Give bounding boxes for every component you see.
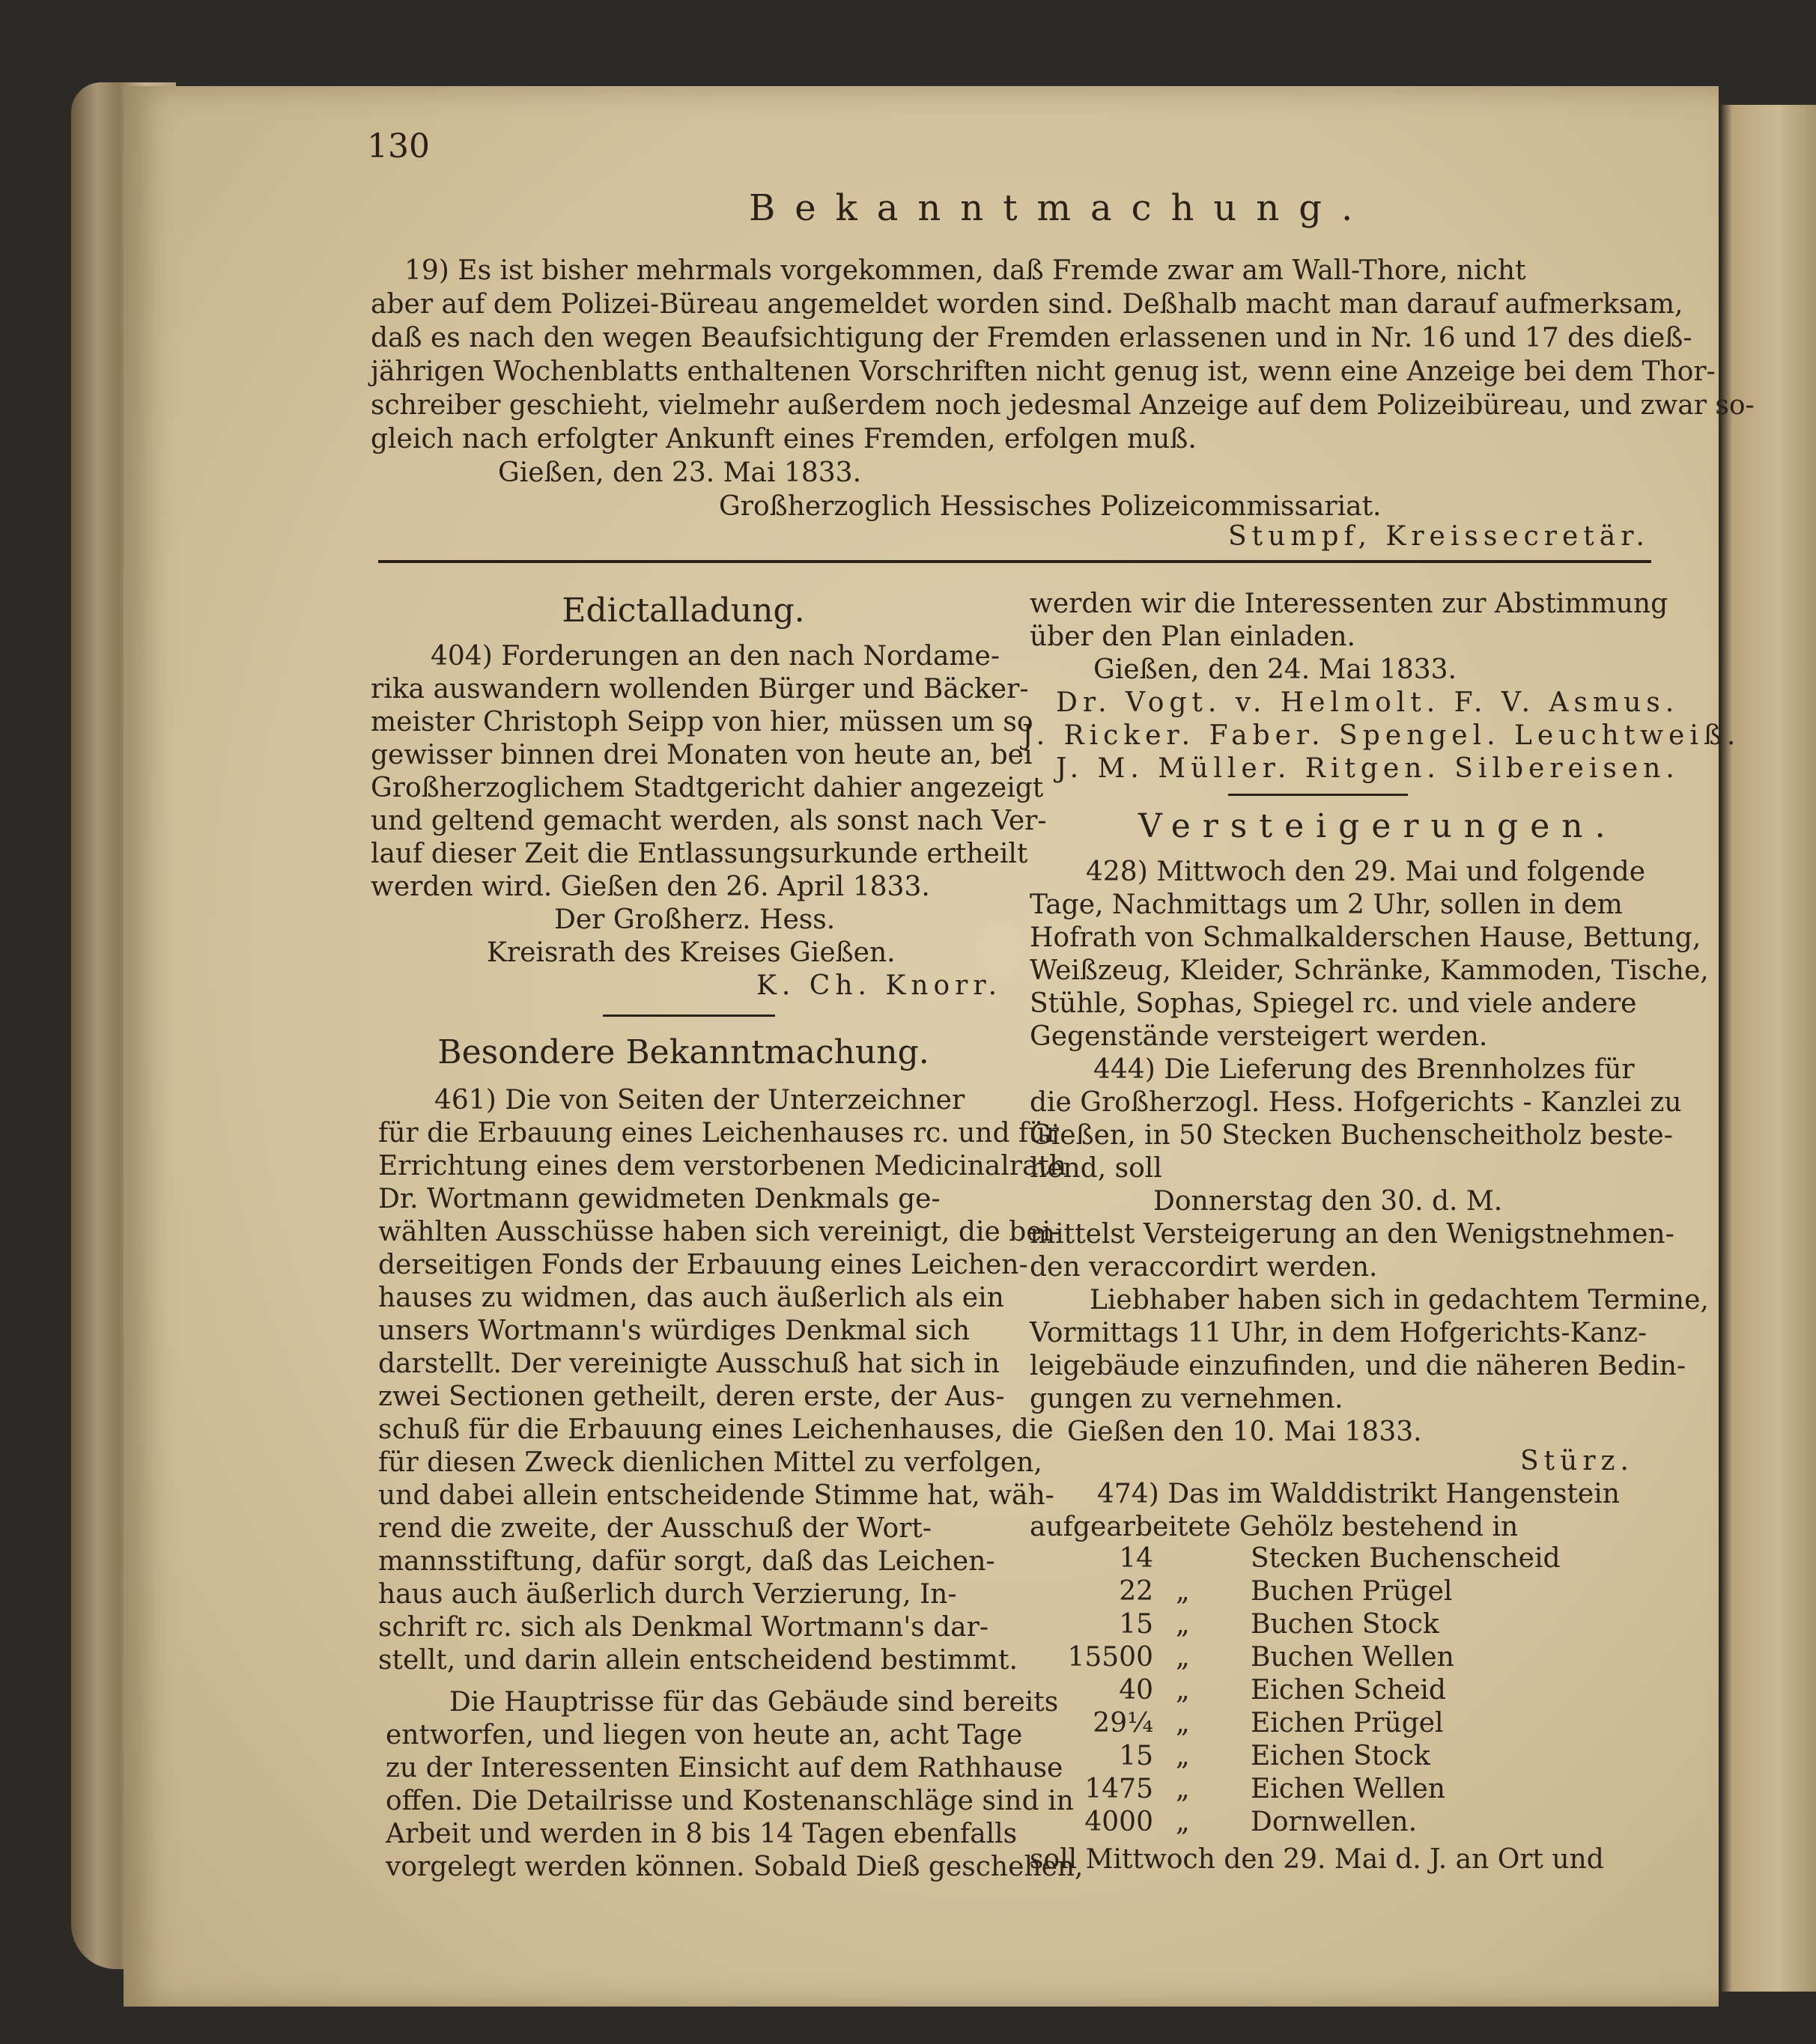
- column-divider: [603, 1015, 775, 1017]
- special-line: stellt, und darin allein entscheidend bestimmt.: [378, 1645, 1018, 1676]
- ledger-qty: 22: [1119, 1576, 1153, 1607]
- ledger-mark: „: [1176, 1675, 1190, 1706]
- special-line: vorgelegt werden können. Sobald Dieß geschehen,: [386, 1852, 1084, 1882]
- right-names: Dr. Vogt. v. Helmolt. F. V. Asmus.: [1056, 687, 1680, 718]
- ledger-qty: 15: [1119, 1609, 1153, 1640]
- edictal-line: Großherzoglichem Stadtgericht dahier angezeigt: [371, 773, 1044, 803]
- special-line: Arbeit und werden in 8 bis 14 Tagen ebenfalls: [386, 1819, 1018, 1849]
- ledger-item: Buchen Stock: [1251, 1609, 1439, 1640]
- announcement-date: Gießen, den 23. Mai 1833.: [498, 457, 862, 488]
- ledger-qty: 1475: [1084, 1774, 1153, 1804]
- auction-date: Gießen den 10. Mai 1833.: [1067, 1417, 1422, 1447]
- ledger-qty: 4000: [1084, 1807, 1153, 1837]
- right-line: werden wir die Interessenten zur Abstimmung: [1030, 588, 1668, 619]
- ledger-qty: 15: [1119, 1741, 1153, 1771]
- special-line: Errichtung eines dem verstorbenen Medicinalrath: [378, 1151, 1067, 1181]
- ledger-row: [1026, 1542, 1655, 1575]
- auction-line: Liebhaber haben sich in gedachtem Termine,: [1090, 1285, 1709, 1315]
- wood-ledger: [1026, 1542, 1655, 1839]
- special-line: schrift rc. sich als Denkmal Wortmann's dar-: [378, 1612, 989, 1643]
- edictal-line: 404) Forderungen an den nach Nordame-: [431, 641, 1000, 672]
- special-line: schuß für die Erbauung eines Leichenhauses, die: [378, 1414, 1054, 1445]
- ledger-mark: „: [1176, 1609, 1190, 1640]
- auction-line: gungen zu vernehmen.: [1030, 1384, 1343, 1414]
- special-line: entworfen, und liegen von heute an, acht Tage: [386, 1720, 1023, 1751]
- page-number: 130: [367, 127, 430, 165]
- special-line: derseitigen Fonds der Erbauung eines Leichen-: [378, 1250, 1028, 1280]
- ledger-item: Eichen Scheid: [1251, 1675, 1446, 1706]
- auction-line: soll Mittwoch den 29. Mai d. J. an Ort und: [1030, 1844, 1604, 1875]
- edictal-line: meister Christoph Seipp von hier, müssen um so: [371, 707, 1033, 737]
- ledger-qty: 40: [1119, 1675, 1153, 1706]
- announcement-line: aber auf dem Polizei-Büreau angemeldet worden sind. Deßhalb macht man darauf aufmerksam,: [371, 289, 1683, 320]
- special-line: 461) Die von Seiten der Unterzeichner: [434, 1085, 965, 1116]
- edictal-line: lauf dieser Zeit die Entlassungsurkunde ertheilt: [371, 839, 1028, 869]
- ledger-row: [1026, 1608, 1655, 1641]
- ledger-mark: „: [1176, 1576, 1190, 1607]
- auction-line: 444) Die Lieferung des Brennholzes für: [1093, 1054, 1635, 1085]
- ledger-item: Buchen Prügel: [1251, 1576, 1453, 1607]
- edictal-line: werden wird. Gießen den 26. April 1833.: [371, 872, 930, 902]
- announcement-line: gleich nach erfolgter Ankunft eines Fremden, erfolgen muß.: [371, 424, 1197, 454]
- ledger-mark: „: [1176, 1807, 1190, 1837]
- ledger-row: [1026, 1773, 1655, 1806]
- ledger-qty: 29¼: [1093, 1708, 1153, 1739]
- special-line: mannsstiftung, dafür sorgt, daß das Leichen-: [378, 1546, 995, 1577]
- announcement-line: jährigen Wochenblatts enthaltenen Vorschriften nicht genug ist, wenn eine Anzeige bei dem Thor-: [371, 356, 1716, 387]
- ledger-row: [1026, 1674, 1655, 1707]
- auction-line: Tage, Nachmittags um 2 Uhr, sollen in dem: [1030, 889, 1623, 920]
- right-line: über den Plan einladen.: [1030, 621, 1355, 652]
- special-line: darstellt. Der vereinigte Ausschuß hat sich in: [378, 1348, 1000, 1379]
- special-heading: Besondere Bekanntmachung.: [437, 1033, 929, 1071]
- announcement-line: 19) Es ist bisher mehrmals vorgekommen, daß Fremde zwar am Wall-Thore, nicht: [404, 255, 1526, 286]
- ledger-item: Stecken Buchenscheid: [1251, 1543, 1561, 1574]
- facing-page-edge: [1721, 105, 1816, 1992]
- edictal-heading: Edictalladung.: [562, 591, 805, 630]
- right-names: J. Ricker. Faber. Spengel. Leuchtweiß.: [1022, 720, 1741, 751]
- ledger-mark: „: [1176, 1741, 1190, 1771]
- announcement-signature: Stumpf, Kreissecretär.: [1228, 521, 1650, 552]
- ledger-mark: „: [1176, 1708, 1190, 1739]
- announcement-heading: Bekanntmachung.: [749, 187, 1373, 229]
- special-line: rend die zweite, der Ausschuß der Wort-: [378, 1513, 932, 1544]
- ledger-item: Eichen Prügel: [1251, 1708, 1444, 1739]
- auction-signature: Stürz.: [1520, 1446, 1634, 1476]
- auction-line: Gegenstände versteigert werden.: [1030, 1021, 1488, 1052]
- right-date: Gießen, den 24. Mai 1833.: [1093, 654, 1457, 685]
- ledger-row: [1026, 1707, 1655, 1740]
- auction-line: Hofrath von Schmalkalderschen Hause, Bettung,: [1030, 922, 1701, 953]
- auction-line: 428) Mittwoch den 29. Mai und folgende: [1086, 857, 1645, 887]
- section-divider: [378, 560, 1651, 563]
- auction-date-line: Donnerstag den 30. d. M.: [1153, 1186, 1503, 1217]
- special-line: zwei Sectionen getheilt, deren erste, der Aus-: [378, 1381, 1005, 1412]
- special-line: Dr. Wortmann gewidmeten Denkmals ge-: [378, 1184, 941, 1214]
- edictal-line: rika auswandern wollenden Bürger und Bäcker-: [371, 674, 1029, 705]
- auction-line: den veraccordirt werden.: [1030, 1252, 1378, 1283]
- ledger-qty: 15500: [1067, 1642, 1153, 1673]
- edictal-line: und geltend gemacht werden, als sonst nach Ver-: [371, 806, 1047, 836]
- auction-line: Stühle, Sophas, Spiegel rc. und viele andere: [1030, 988, 1637, 1019]
- edictal-signature: Der Großherz. Hess.: [554, 904, 836, 935]
- ledger-mark: „: [1176, 1642, 1190, 1673]
- ledger-item: Buchen Wellen: [1251, 1642, 1454, 1673]
- edictal-signature: Kreisrath des Kreises Gießen.: [487, 937, 896, 968]
- auction-line: Vormittags 11 Uhr, in dem Hofgerichts-Kanz-: [1030, 1318, 1648, 1348]
- auction-line: die Großherzogl. Hess. Hofgerichts - Kanzlei zu: [1030, 1087, 1682, 1118]
- special-line: unsers Wortmann's würdiges Denkmal sich: [378, 1315, 971, 1346]
- special-line: und dabei allein entscheidende Stimme hat, wäh-: [378, 1480, 1054, 1511]
- auction-line: leigebäude einzufinden, und die näheren Bedin-: [1030, 1351, 1686, 1381]
- ledger-row: [1026, 1806, 1655, 1839]
- ledger-row: [1026, 1641, 1655, 1674]
- right-names: J. M. Müller. Ritgen. Silbereisen.: [1056, 753, 1680, 784]
- special-line: zu der Interessenten Einsicht auf dem Rathhause: [386, 1753, 1063, 1783]
- special-line: haus auch äußerlich durch Verzierung, In-: [378, 1579, 957, 1610]
- special-line: offen. Die Detailrisse und Kostenanschläge sind in: [386, 1786, 1074, 1816]
- auction-line: 474) Das im Walddistrikt Hangenstein: [1097, 1479, 1620, 1509]
- announcement-line: schreiber geschieht, vielmehr außerdem noch jedesmal Anzeige auf dem Polizeibüreau, und zwar so-: [371, 390, 1755, 421]
- special-line: wählten Ausschüsse haben sich vereinigt, die bei-: [378, 1217, 1060, 1247]
- ledger-mark: „: [1176, 1774, 1190, 1804]
- auction-heading: Versteigerungen.: [1138, 807, 1618, 845]
- auction-line: hend, soll: [1030, 1153, 1162, 1184]
- auction-line: mittelst Versteigerung an den Wenigstnehmen-: [1030, 1219, 1674, 1250]
- ledger-row: [1026, 1575, 1655, 1608]
- special-line: für die Erbauung eines Leichenhauses rc. und für: [378, 1118, 1059, 1149]
- ledger-item: Dornwellen.: [1251, 1807, 1418, 1837]
- special-line: für diesen Zweck dienlichen Mittel zu verfolgen,: [378, 1447, 1042, 1478]
- edictal-signature: K. Ch. Knorr.: [756, 970, 1003, 1001]
- special-line: hauses zu widmen, das auch äußerlich als ein: [378, 1283, 1004, 1313]
- announcement-line: daß es nach den wegen Beaufsichtigung der Fremden erlassenen und in Nr. 16 und 17 des dieß-: [371, 323, 1692, 353]
- ledger-qty: 14: [1119, 1543, 1153, 1574]
- ledger-item: Eichen Wellen: [1251, 1774, 1445, 1804]
- special-line: Die Hauptrisse für das Gebäude sind bereits: [449, 1687, 1059, 1718]
- announcement-authority: Großherzoglich Hessisches Polizeicommissariat.: [719, 491, 1382, 522]
- auction-line: aufgearbeitete Gehölz bestehend in: [1030, 1512, 1519, 1542]
- ledger-row: [1026, 1740, 1655, 1773]
- auction-line: Weißzeug, Kleider, Schränke, Kammoden, Tische,: [1030, 955, 1709, 986]
- column-divider: [1228, 794, 1408, 796]
- ledger-item: Eichen Stock: [1251, 1741, 1430, 1771]
- auction-line: Gießen, in 50 Stecken Buchenscheitholz beste-: [1030, 1120, 1673, 1151]
- edictal-line: gewisser binnen drei Monaten von heute an, bei: [371, 740, 1033, 770]
